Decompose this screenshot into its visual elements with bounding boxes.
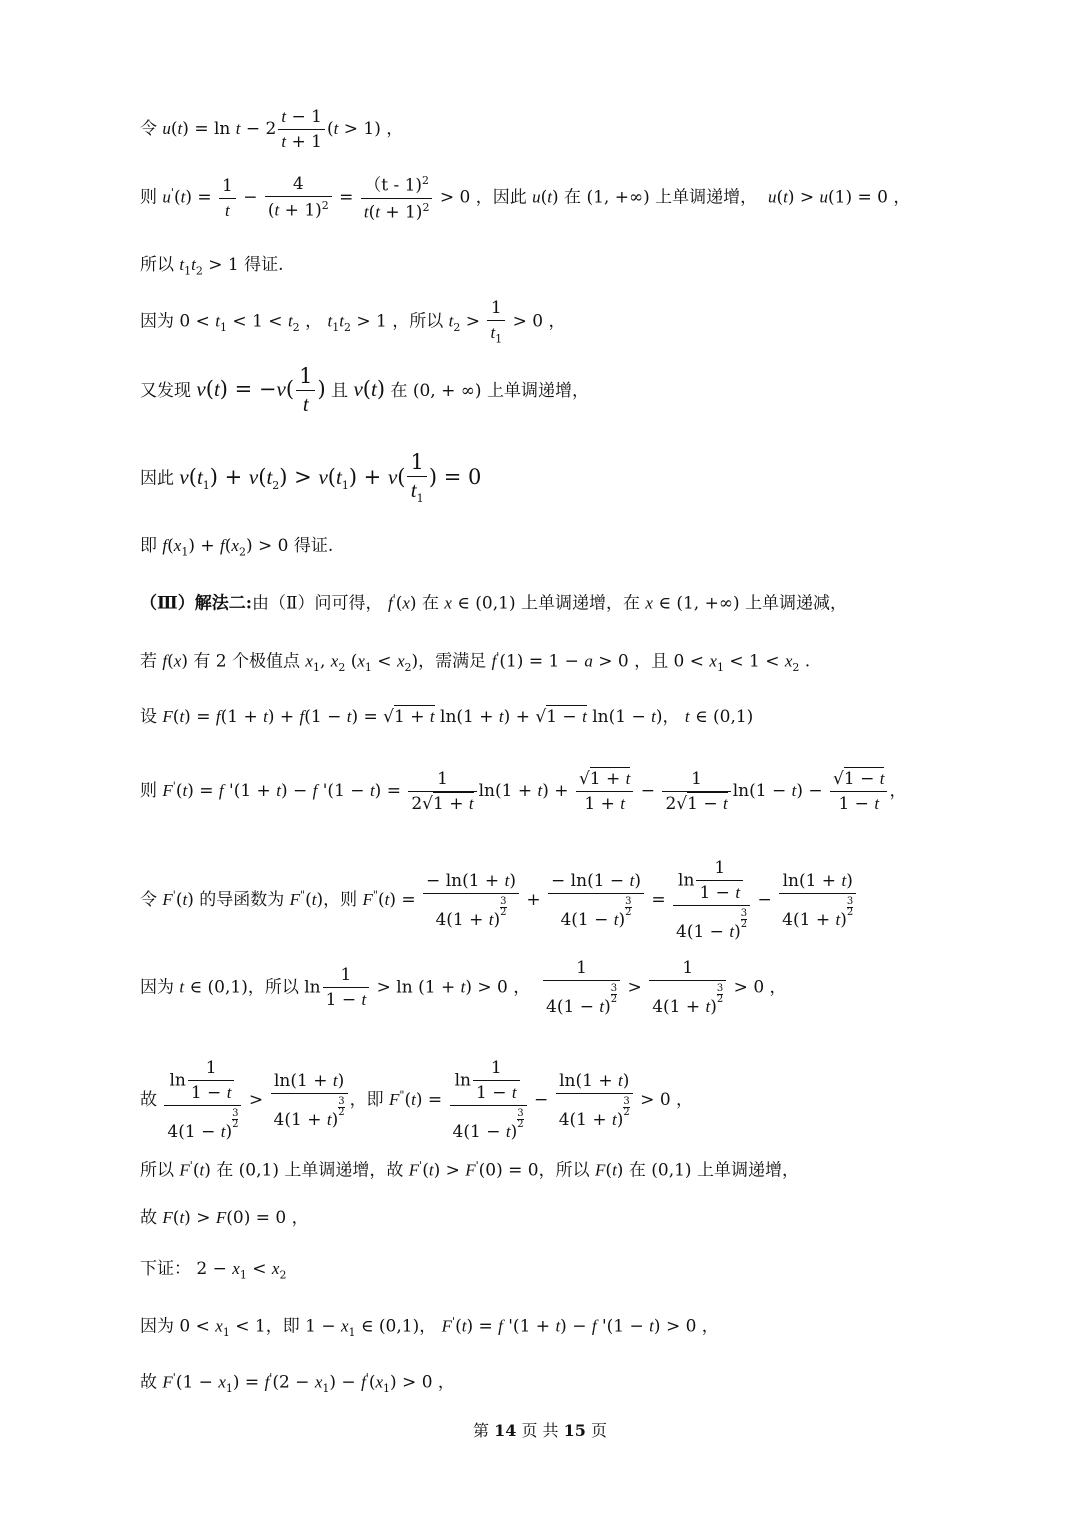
- line-3-prefix: 所以: [140, 255, 174, 275]
- line-2-zai: 在: [564, 187, 582, 208]
- math-line-19: 故 $F'(1 - x_1) = f'(2 - x_1) - f'(x_1) > 0$ ，: [140, 1371, 455, 1396]
- page-total: 15: [563, 1421, 586, 1440]
- line-5-increasing: 上单调递增，: [486, 381, 589, 401]
- line-5-and: 且: [331, 381, 349, 401]
- line-7-prefix: 即: [140, 536, 157, 556]
- line-15-thus: 故: [386, 1160, 404, 1181]
- line-9-two-extrema: 有 2 个极值点: [193, 651, 300, 672]
- math-line-17: 下证： $2 - x_1 < x_2$: [140, 1259, 287, 1282]
- line-9-prefix: 若: [140, 651, 157, 672]
- line-2-prefix: 则: [140, 187, 157, 208]
- math-line-6: 因此 $v(t_1) + v(t_2) > v(t_1) + v$( $\frac{1}{t_1}$ ) = 0: [140, 450, 482, 506]
- line-19-prefix: 故: [140, 1372, 157, 1393]
- line-4-so: ，所以: [392, 311, 444, 332]
- line-10-prefix: 设: [140, 707, 157, 727]
- line-13-prefix: 因为: [140, 977, 174, 998]
- line-4-prefix: 因为: [140, 311, 174, 332]
- line-15-prefix: 所以: [140, 1160, 174, 1181]
- line-12-prefix: 令: [140, 890, 157, 910]
- line-3-proved: 得证.: [244, 255, 284, 275]
- line-12-then: ，则: [323, 890, 358, 910]
- footer-di: 第: [472, 1421, 489, 1440]
- math-line-2: 则 u'(t) = $\frac{1}{t}$ − $\frac{4}{(t + 1)^2}$ = $\frac{(t - 1)^2}{t(t + 1)^2}$ > 0 ，因此 u(t) 在 (1, +∞) 上单调递增， u(t) > u(1) = 0 ，: [140, 174, 911, 223]
- line-15-increasing: 上单调递增，: [284, 1160, 387, 1181]
- line-15-so: ，所以: [538, 1160, 590, 1181]
- line-5-prefix: 又发现: [140, 381, 191, 401]
- math-line-15: 所以 F'(t) 在 (0,1) 上单调递增，故 F'(t) > F'(0) = 0，所以 F(t) 在 (0,1) 上单调递增，: [140, 1159, 799, 1181]
- part3-heading: （Ⅲ）解法二:: [140, 593, 252, 614]
- line-8-increasing: 上单调递增，在: [521, 593, 641, 614]
- math-line-11: 则 F'(t) = f '(1 + t) − f '(1 − t) = $\frac{1}{2√1 + t}$ ln(1 + t) + $\frac{√1 + t}{1 + t}$ − $\frac{1}{2√1 - t}$ ln(1 − t) − $\frac{√1 - t}{1 - t}$ ，: [140, 768, 907, 814]
- math-line-7: 即 $f(x_1) + f(x_2) > 0$ 得证.: [140, 536, 334, 559]
- line-14-ie: ，即: [349, 1090, 384, 1110]
- page-footer: [0, 1418, 1080, 1441]
- line-8-decreasing: 上单调递减，: [745, 593, 848, 614]
- line-16-prefix: 故: [140, 1208, 157, 1228]
- line-18-prefix: 因为: [140, 1316, 174, 1337]
- line-2-increasing: 上单调递增，: [655, 187, 758, 208]
- line-12-derivative-of: 的导函数为: [199, 890, 285, 910]
- math-line-5: 又发现 v(t) = −v( $\frac{1}{t}$ ) 且 v(t) 在 (0, + ∞) 上单调递增，: [140, 364, 589, 416]
- math-line-10: 设 F(t) = f(1 + t) + f(1 − t) = √1 + t ln(1 + t) + √1 − t ln(1 − t)， t ∈ (0,1): [140, 707, 754, 727]
- line-15-increasing-2: 上单调递增，: [696, 1160, 799, 1181]
- math-line-14: 故 ln $\frac{1}{1 - t}$ 4(1 − t) $\frac{3}{2}$ > ln(1 + t) 4(1 + t) $\frac{3}{2}$ ，即 F"(t) = ln $\frac{1}{1 - t}$ 4(1 − t) $\frac{3}{2}$ − ln(1 + t) 4(1 + t) $\frac{3}{2}$ > 0 ，: [140, 1058, 694, 1142]
- math-line-18: 因为 $0 < x_1 < 1$，即 $1 - x_1$ ∈ (0,1)， F'(t) = f '(1 + t) − f '(1 − t) > 0 ，: [140, 1315, 719, 1340]
- math-line-16: 故 F(t) > F(0) = 0 ，: [140, 1208, 309, 1228]
- math-line-8: （Ⅲ）解法二:由（Ⅱ）问可得， f'(x) 在 x ∈ (0,1) 上单调递增，在 x ∈ (1, +∞) 上单调递减，: [140, 592, 848, 614]
- footer-gong: 共: [542, 1421, 559, 1440]
- line-6-prefix: 因此: [140, 468, 174, 489]
- line-15-zai: 在: [216, 1160, 234, 1181]
- math-line-1: 令 u(t) = ln t − 2 $\frac{t - 1}{t + 1}$ (t > 1) ，: [140, 107, 404, 152]
- math-line-9: 若 f(x) 有 2 个极值点 $x_1$, $x_2$ $(x_1 < x_2)$，需满足 f'(1) = 1 − a > 0 ，且 $0 < x_1 < 1 < x_2$ .: [140, 650, 811, 675]
- math-line-4: 因为 $0 < t_1 < 1 < t_2$ ， $t_1t_2 > 1$ ，所以 $t_2$ > $\frac{1}{t_1}$ > 0 ，: [140, 298, 566, 346]
- math-line-13: 因为 t ∈ (0,1)，所以 ln $\frac{1}{1 - t}$ > ln (1 + t) > 0 ， 1 4(1 − t) $\frac{3}{2}$ > 1 4(1 + t) $\frac{3}{2}$ > 0 ，: [140, 958, 787, 1017]
- page-number: 14: [494, 1421, 517, 1440]
- line-2-because: ，因此: [475, 187, 527, 208]
- line-13-so: ，所以: [247, 977, 299, 998]
- line-1-prefix: 令: [140, 119, 157, 139]
- line-9-and: ，且: [634, 651, 669, 672]
- line-11-prefix: 则: [140, 781, 157, 801]
- line-9-require: ，需满足: [418, 651, 487, 672]
- line-5-zai: 在: [390, 381, 408, 401]
- math-line-12: 令 F'(t) 的导函数为 F"(t)，则 F"(t) = − ln(1 + t) 4(1 + t) $\frac{3}{2}$ + − ln(1 − t) 4(1 − t) $\frac{3}{2}$ = ln $\frac{1}{1 - t}$ 4(1 − t) $\frac{3}{2}$ − ln(1 + t) 4(1 + t) $\frac{3}{2}$: [140, 860, 858, 941]
- footer-ye: 页: [521, 1421, 538, 1440]
- line-17-prefix: 下证：: [140, 1259, 191, 1279]
- line-7-proved: 得证.: [293, 536, 334, 556]
- line-15-zai-2: 在: [628, 1160, 646, 1181]
- line-18-ie: ，即: [265, 1316, 300, 1337]
- line-8-zai: 在: [421, 593, 439, 614]
- line-8-from: 由（Ⅱ）问可得，: [251, 593, 383, 614]
- line-14-prefix: 故: [140, 1090, 157, 1110]
- math-line-3: 所以 $t_1t_2 > 1$ 得证.: [140, 255, 284, 278]
- footer-ye-2: 页: [591, 1421, 608, 1440]
